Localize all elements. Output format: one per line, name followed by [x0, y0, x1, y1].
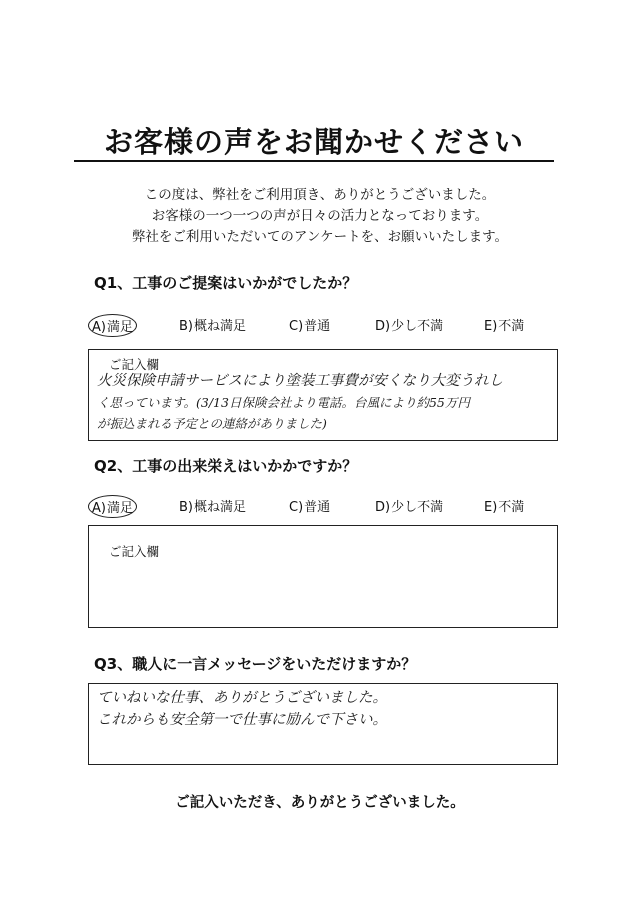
q2-option-a[interactable]	[88, 495, 137, 518]
q1-option-b-key: B)	[179, 319, 193, 334]
q2-option-d-key: D)	[375, 500, 391, 515]
q2-option-d[interactable]	[372, 495, 446, 516]
q1-option-d-key: D)	[375, 319, 391, 334]
q1-option-c-label: 普通	[304, 319, 331, 334]
q1-option-c[interactable]	[286, 314, 333, 335]
q2-option-d-label: 少し不満	[391, 500, 444, 515]
q3-answer-line: ていねいな仕事、ありがとうございました。	[97, 690, 387, 706]
q3-comment-box[interactable]	[88, 683, 558, 765]
q3-handwritten-answer	[97, 687, 551, 731]
q1-options	[88, 314, 568, 334]
q2-option-b[interactable]	[176, 495, 249, 516]
q1-option-e[interactable]	[481, 314, 527, 335]
q1-option-b[interactable]	[176, 314, 249, 335]
intro-line: 弊社をご利用いただいてのアンケートを、お願いいたします。	[131, 229, 509, 245]
intro-line: この度は、弊社をご利用頂き、ありがとうございました。	[144, 187, 496, 203]
q2-comment-box[interactable]	[88, 525, 558, 628]
q2-option-a-key: A)	[92, 501, 106, 516]
q1-option-d[interactable]	[372, 314, 446, 335]
q2-question: Q2、工事の出来栄えはいかかですか？	[94, 457, 358, 475]
q3-answer-line: これからも安全第一で仕事に励んで下さい。	[97, 712, 387, 728]
q1-option-a[interactable]	[88, 314, 137, 337]
q2-option-b-key: B)	[179, 500, 193, 515]
q1-option-b-label: 概ね満足	[194, 319, 247, 334]
q2-option-c-label: 普通	[304, 500, 331, 515]
q1-option-c-key: C)	[289, 319, 304, 334]
q1-handwritten-answer	[97, 370, 551, 434]
q1-option-a-label: 満足	[106, 320, 133, 335]
q1-option-a-key: A)	[92, 320, 106, 335]
intro-line: お客様の一つ一つの声が日々の活力となっております。	[151, 208, 489, 224]
q1-option-e-label: 不満	[498, 319, 525, 334]
q1-answer-line: 火災保険申請サービスにより塗装工事費が安くなり大変うれし	[97, 373, 503, 389]
title-underline	[74, 160, 554, 162]
q2-option-e-label: 不満	[498, 500, 525, 515]
q2-option-c[interactable]	[286, 495, 333, 516]
q1-answer-line: が振込まれる予定との連絡がありました)	[97, 416, 327, 431]
q2-options	[88, 495, 568, 515]
q1-box-label: ご記入欄	[109, 357, 160, 372]
page-title: お客様の声をお聞かせください	[103, 125, 524, 159]
q2-box-label: ご記入欄	[109, 544, 160, 559]
q1-answer-line: く思っています。(3/13日保険会社より電話。台風により約55万円	[97, 395, 470, 410]
q1-question: Q1、工事のご提案はいかがでしたか？	[94, 274, 358, 292]
q2-option-b-label: 概ね満足	[194, 500, 247, 515]
q1-comment-box[interactable]	[88, 349, 558, 441]
q1-option-e-key: E)	[484, 319, 498, 334]
q1-option-d-label: 少し不満	[391, 319, 444, 334]
q3-question: Q3、職人に一言メッセージをいただけますか？	[94, 655, 417, 673]
q2-option-e-key: E)	[484, 500, 498, 515]
closing-message: ご記入いただき、ありがとうございました。	[175, 795, 465, 811]
q2-option-c-key: C)	[289, 500, 304, 515]
q2-option-a-label: 満足	[106, 501, 133, 516]
q2-option-e[interactable]	[481, 495, 527, 516]
